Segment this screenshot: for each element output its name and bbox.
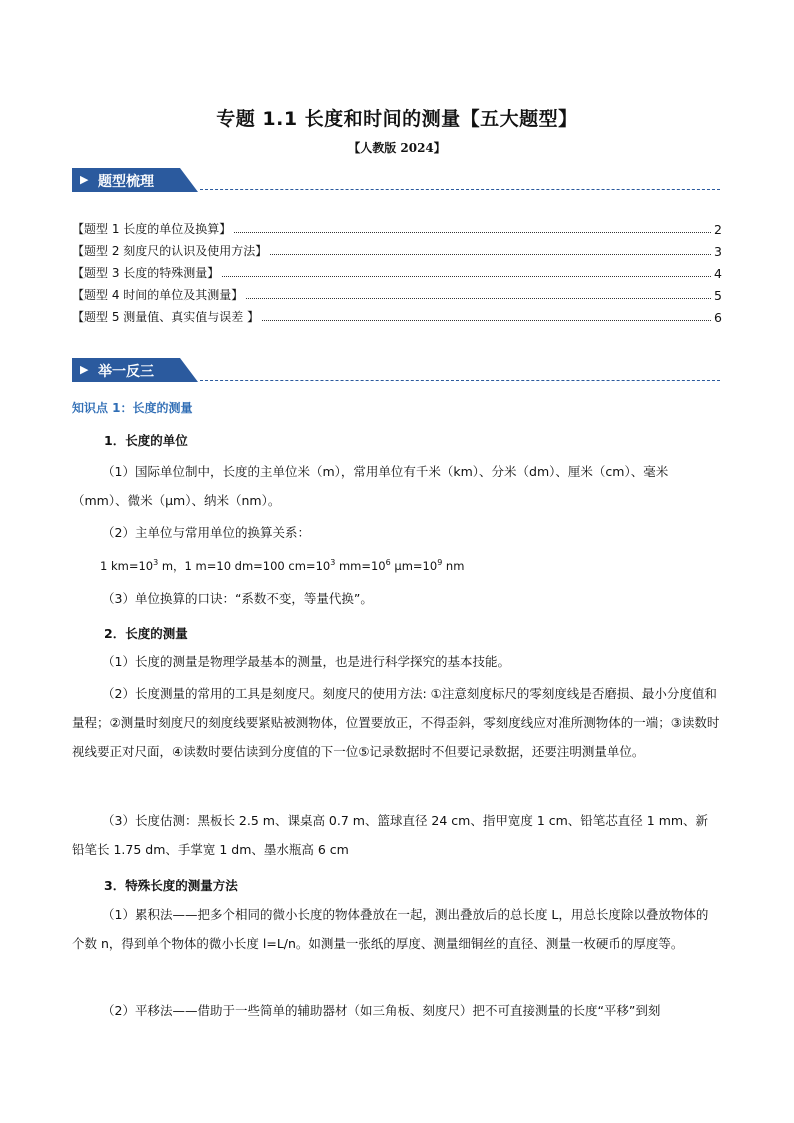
toc-item[interactable]: 【题型 3 长度的特殊测量】 4 xyxy=(72,266,722,281)
play-icon: ▶ xyxy=(80,363,89,376)
toc-item[interactable]: 【题型 2 刻度尺的认识及使用方法】 3 xyxy=(72,244,722,259)
toc-item[interactable]: 【题型 4 时间的单位及其测量】 5 xyxy=(72,288,722,303)
paragraph: （2）主单位与常用单位的换算关系： xyxy=(102,525,310,540)
toc-item[interactable]: 【题型 1 长度的单位及换算】 2 xyxy=(72,222,722,237)
heading-length-measure: 2．长度的测量 xyxy=(104,626,188,641)
heading-length-unit: 1．长度的单位 xyxy=(104,433,188,448)
banner-label: 举一反三 xyxy=(98,364,154,380)
paragraph: （3）长度估测：黑板长 2.5 m、课桌高 0.7 m、篮球直径 24 cm、指甲宽度 1 cm、铅笔芯直径 1 mm、新铅笔长 1.75 dm、手掌宽 1 dm、墨水瓶高 6 cm xyxy=(72,813,709,857)
knowledge-point-title: 知识点 1：长度的测量 xyxy=(72,401,193,415)
paragraph: （1）累积法——把多个相同的微小长度的物体叠放在一起，测出叠放后的总长度 L，用总长度除以叠放物体的个数 n，得到单个物体的微小长度 l=L/n。如测量一张纸的厚度、测量细铜丝的直径、测量一枚硬币的厚度等。 xyxy=(72,907,709,951)
play-icon: ▶ xyxy=(80,173,89,186)
section-banner-toc xyxy=(72,168,202,192)
divider xyxy=(200,380,720,381)
paragraph: （1）国际单位制中，长度的主单位米（m），常用单位有千米（km）、分米（dm）、厘米（cm）、毫米（mm）、微米（μm）、纳米（nm）。 xyxy=(72,464,669,508)
conversion-formula: 1 $km=10^3$ m，1 m=10 dm=100 $cm=10^3$ $mm=10^6$ $\mu m=10^9$ nm xyxy=(100,558,465,573)
page-title: 专题 1.1 长度和时间的测量【五大题型】 xyxy=(216,108,578,130)
paragraph: （2）平移法——借助于一些简单的辅助器材（如三角板、刻度尺）把不可直接测量的长度“平移”到刻 xyxy=(102,1003,661,1018)
section-banner-practice xyxy=(72,358,202,382)
paragraph: （1）长度的测量是物理学最基本的测量，也是进行科学探究的基本技能。 xyxy=(102,654,510,669)
heading-special-measure: 3．特殊长度的测量方法 xyxy=(104,878,238,893)
banner-label: 题型梳理 xyxy=(98,174,154,190)
paragraph: （3）单位换算的口诀：“系数不变，等量代换”。 xyxy=(102,591,373,606)
divider xyxy=(200,189,720,190)
page-subtitle: 【人教版 2024】 xyxy=(348,141,446,155)
toc-item[interactable]: 【题型 5 测量值、真实值与误差 】 6 xyxy=(72,310,722,325)
paragraph: （2）长度测量的常用的工具是刻度尺。刻度尺的使用方法: ①注意刻度标尺的零刻度线是否磨损、最小分度值和量程；②测量时刻度尺的刻度线要紧贴被测物体，位置要放正，不得歪斜，零刻度线应对准所测物体的一端；③读数时视线要正对尺面，④读数时要估读到分度值的下一位⑤记录数据时不但要记录数据，还要注明测量单位。 xyxy=(72,686,720,759)
